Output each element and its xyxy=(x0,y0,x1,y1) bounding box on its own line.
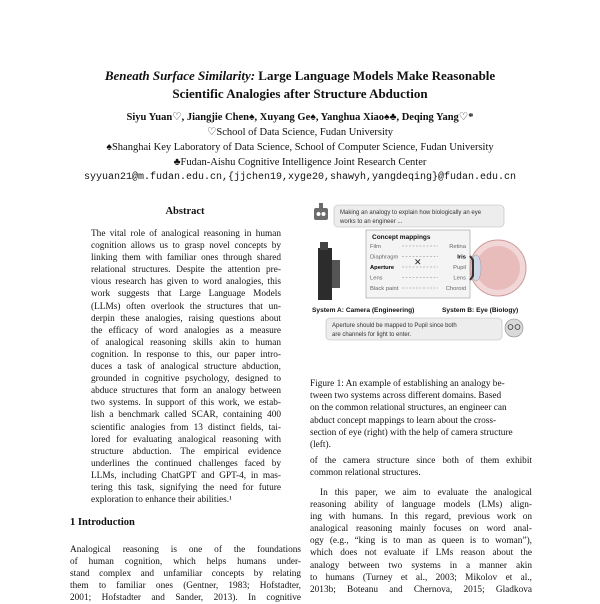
text-line: reasoning ability of language models (LMs) align- xyxy=(310,500,532,511)
text-line: to humans (Turney et al., 2003; Mikolov et al., xyxy=(310,572,532,583)
text-line: which does not evaluate if LMs reason about the xyxy=(310,548,532,559)
text-line: linking them with familiar ones through shared xyxy=(91,253,281,264)
intro-heading: 1 Introduction xyxy=(70,517,135,528)
text-line: duces a task of analogical structure abduction, xyxy=(91,362,281,373)
system-a-label: System A: Camera (Engineering) xyxy=(312,307,415,314)
text-line: analogical reasoning mainly focuses on word anal- xyxy=(310,524,532,535)
authors: Siyu Yuan♡, Jiangjie Chen♠, Xuyang Ge♠, Yanghua Xiao♠♣, Deqing Yang♡* xyxy=(126,112,474,123)
figure-caption xyxy=(310,378,532,451)
mapping-right-term: Retina xyxy=(449,244,466,250)
text-line: vious research has given to word analogies, this xyxy=(91,277,281,288)
engineer-icon xyxy=(505,319,523,337)
text-line: analogy between two systems in a manner akin xyxy=(310,560,532,571)
paper-title xyxy=(40,67,560,103)
mapping-left-term: Film xyxy=(370,244,381,250)
text-line: common relational structures. xyxy=(310,468,421,479)
mappings-title: Concept mappings xyxy=(372,234,431,241)
text-line: lish a benchmark called SCAR, containing 400 xyxy=(91,410,281,421)
text-line: 2013b; Boteanu and Chernova, 2015; Gladkova xyxy=(310,584,532,595)
text-line: them to familiar ones (Gentner, 1983; Hofstadter, xyxy=(70,581,301,592)
mapping-right-term: Pupil xyxy=(453,265,466,271)
caption-line: (left). xyxy=(310,440,331,451)
camera-icon xyxy=(318,242,340,300)
text-line: two systems. In support of this work, we estab- xyxy=(91,398,281,409)
robot-icon xyxy=(314,203,328,220)
text-line: scientific analogies from 13 distinct fields, tai- xyxy=(91,422,281,433)
author-emails: syyuan21@m.fudan.edu.cn,{jjchen19,xyge20,shawyh,yangdeqing}@fudan.edu.cn xyxy=(83,172,517,183)
text-line: tering this task, signifying the need for future xyxy=(91,482,281,493)
mapping-left-term: Black paint xyxy=(370,286,399,292)
text-line: underlines the continued challenges faced by xyxy=(91,458,281,469)
bubble-top-line2: works to an engineer ... xyxy=(340,219,403,225)
text-line: work suggests that Large Language Models xyxy=(91,289,281,300)
mapping-right-term: Choroid xyxy=(445,286,466,292)
system-b-label: System B: Eye (Biology) xyxy=(442,307,519,314)
text-line: The vital role of analogical reasoning in human xyxy=(91,229,281,239)
figure-1 xyxy=(310,200,530,372)
text-line: lored for evaluating analogical reasoning with xyxy=(91,434,281,445)
affiliation-2: ♠Shanghai Key Laboratory of Data Science, School of Computer Science, Fudan University xyxy=(106,142,494,153)
text-line: cognition allows us to grasp novel concepts by xyxy=(91,241,281,252)
caption-line: abduct concept mappings to learn about the cross- xyxy=(310,415,497,426)
text-line: 2001; Hofstadter and Sander, 2013). In cognitive xyxy=(70,593,301,604)
intro-body xyxy=(70,544,301,604)
text-line: of human cognition, which helps humans under- xyxy=(70,557,301,568)
affiliation-1: ♡School of Data Science, Fudan University xyxy=(206,127,394,138)
text-line: derpin these analogies, raising questions about xyxy=(91,313,281,324)
text-line: cognition. In response to this, our paper intro- xyxy=(91,349,281,360)
mapping-left-term: Diaphragm xyxy=(370,254,399,261)
text-line: Analogical reasoning is one of the foundations xyxy=(70,545,301,555)
title-rest: Large Language Models Make Reasonable xyxy=(258,68,496,83)
text-line: ing with humans. In this regard, previous work on xyxy=(310,512,532,523)
bubble-bottom-line2: are channels for light to enter. xyxy=(332,332,412,338)
mapping-right-term: Iris xyxy=(457,254,466,261)
text-line: grounded in cognitive psychology, designed to xyxy=(91,374,281,385)
caption-line: Figure 1: An example of establishing an analogy be- xyxy=(310,379,505,389)
mapping-right-term: Lens xyxy=(453,275,466,282)
mapping-left-term: Aperture xyxy=(370,265,395,271)
bubble-bottom-line1: Aperture should be mapped to Pupil since both xyxy=(332,323,457,329)
caption-line: section of eye (right) with the help of camera structure xyxy=(310,427,513,438)
figure-illustration xyxy=(310,200,530,372)
abstract-body xyxy=(91,228,281,506)
mapping-left-term: Lens xyxy=(370,275,383,282)
caption-line: tween two systems across different domains. Based xyxy=(310,391,502,402)
right-body-continuation xyxy=(310,455,532,479)
right-body-paragraph xyxy=(310,487,532,596)
bubble-top-line1: Making an analogy to explain how biologically an eye xyxy=(340,210,482,216)
text-line: relational structures. Despite the attention pre- xyxy=(91,265,281,276)
text-line: structure abduction. The empirical evidence xyxy=(91,446,281,457)
title-italic: Beneath Surface Similarity: xyxy=(104,68,256,83)
text-line: In this paper, we aim to evaluate the analogical xyxy=(320,488,532,498)
text-line: (LLMs) often overlook the structures that un- xyxy=(91,301,281,312)
abstract-heading: Abstract xyxy=(165,206,205,217)
text-line: the efficacy of word analogies as a measure xyxy=(91,325,281,336)
text-line: exploration to enhance their abilities.¹ xyxy=(91,495,232,506)
title-line2: Scientific Analogies after Structure Abduction xyxy=(172,86,428,101)
eye-icon xyxy=(470,240,526,296)
text-line: LLMs, including ChatGPT and GPT-4, in mas- xyxy=(91,470,281,481)
text-line: of analogical reasoning skills akin to human xyxy=(91,337,281,348)
text-line: ogy (e.g., “king is to man as queen is to woman”), xyxy=(310,536,532,547)
text-line: of the camera structure since both of them exhibit xyxy=(310,456,532,466)
cross-mark-icon: ✕ xyxy=(414,257,422,267)
text-line: abduce structures that form an analogy between xyxy=(91,386,281,397)
affiliation-3: ♣Fudan-Aishu Cognitive Intelligence Joint Research Center xyxy=(173,157,427,168)
text-line: stand complex and unfamiliar concepts by relating xyxy=(70,569,301,580)
caption-line: on the common relational structures, an engineer can xyxy=(310,403,507,414)
